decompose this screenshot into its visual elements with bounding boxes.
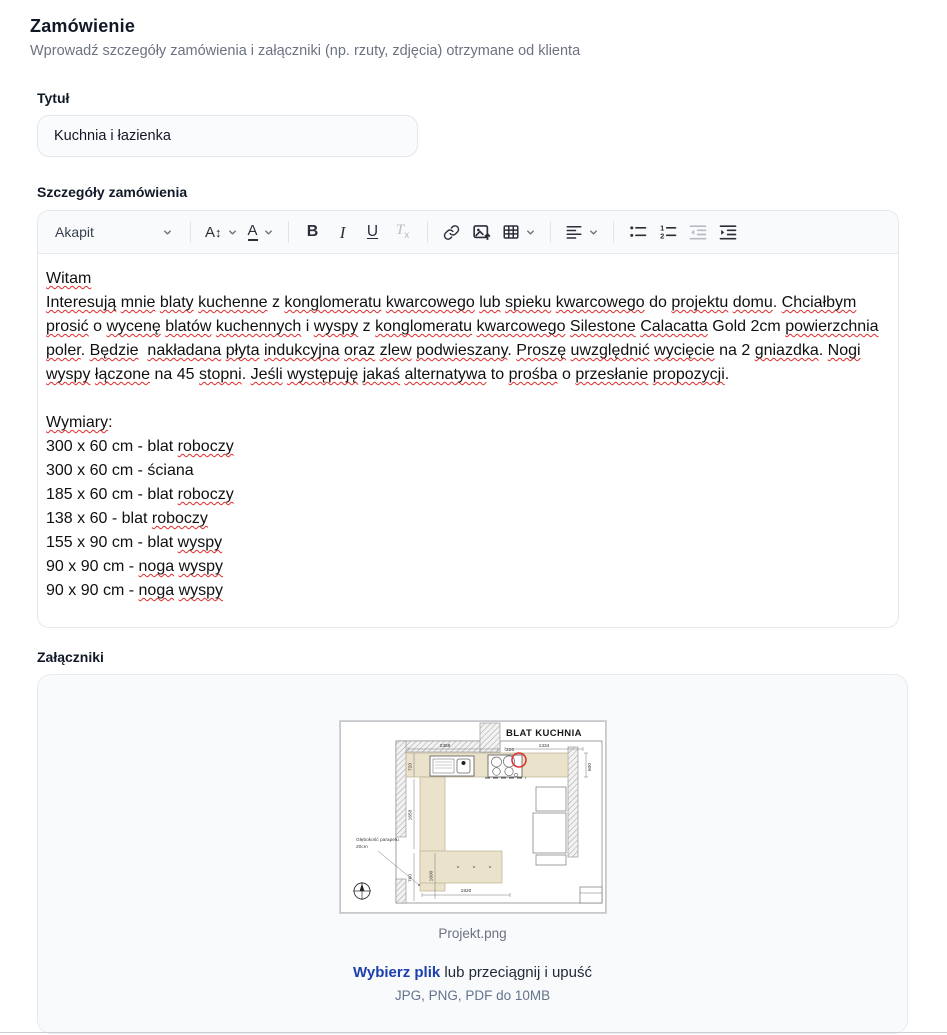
attachment-preview [339,720,607,914]
paragraph-style-value: Akapit [55,224,94,240]
editor-line [46,387,890,411]
toolbar-divider [190,221,191,243]
svg-text:1334: 1334 [538,744,549,749]
editor-line: poler. Będzie nakładana płyta indukcyjna oraz zlew podwieszany. Proszę uwzględnić wycięcie na 2 gniazdka. Nogi [46,342,861,359]
editor-line: 90 x 90 cm - noga wyspy [46,582,224,599]
underline-button[interactable] [359,217,387,247]
editor-line: 185 x 60 cm - blat roboczy [46,486,234,503]
svg-text:2359: 2359 [439,744,450,749]
ordered-list-button[interactable] [654,217,682,247]
paragraph-style-select[interactable] [48,217,180,247]
svg-text:1: 1 [659,223,664,233]
page-subtitle: Wprowadź szczegóły zamówienia i załączniki (np. rzuty, zdjęcia) otrzymane od klienta [30,43,581,59]
link-icon [443,224,460,241]
details-field-label: Szczegóły zamówienia [37,184,188,200]
editor-line: Witam [46,270,92,287]
svg-text:226: 226 [505,748,514,753]
clear-formatting-icon: $T_x$ [395,222,410,241]
outdent-button[interactable] [684,217,712,247]
rich-text-editor [37,210,899,628]
outdent-icon [688,222,708,242]
align-button[interactable] [561,217,603,247]
svg-text:760: 760 [408,873,413,883]
editor-line: 138 x 60 - blat roboczy [46,510,208,527]
bold-button[interactable] [299,217,327,247]
svg-text:20cm: 20cm [355,845,368,850]
text-color-button[interactable] [244,217,278,247]
link-button[interactable] [438,217,466,247]
editor-line: Interesują mnie blaty kuchenne z konglomeratu kwarcowego lub spieku kwarcowego do projektu domu. Chciałbym [46,294,857,311]
bullet-list-icon [628,222,648,242]
chevron-down-icon [227,227,238,238]
editor-line: 155 x 90 cm - blat wyspy [46,534,223,551]
insert-image-button[interactable] [468,217,496,247]
chevron-down-icon [588,227,599,238]
editor-line: 90 x 90 cm - noga wyspy [46,558,224,575]
svg-text:1920: 1920 [460,889,471,894]
svg-text:1600: 1600 [429,870,434,882]
editor-line: 300 x 60 cm - ściana [46,462,194,479]
sink [430,756,474,776]
editor-line: 300 x 60 cm - blat roboczy [46,438,234,455]
chevron-down-icon [263,227,274,238]
editor-line: Wymiary: [46,414,113,431]
attachments-label: Załączniki [37,649,104,665]
ordered-list-icon [658,222,678,242]
toolbar-divider [613,221,614,243]
italic-button[interactable] [329,217,357,247]
floor-plan-image [340,721,606,913]
chevron-down-icon [525,227,536,238]
page-title: Zamówienie [30,16,136,36]
drop-hint: lub przeciągnij i upuść [444,964,592,981]
toolbar-divider [427,221,428,243]
page-header [30,16,910,59]
svg-text:720: 720 [408,762,413,772]
bold-icon: B [306,223,319,240]
underline-icon: U [366,223,379,241]
upload-instruction [38,964,907,981]
title-field-label: Tytuł [37,90,70,106]
editor-line: wyspy łączone na 45 stopni. Jeśli występuję jakaś alternatywa to prośba o przesłanie propozycji. [46,366,730,383]
table-icon [502,223,520,241]
toolbar-divider [550,221,551,243]
svg-text:2: 2 [659,231,664,241]
italic-icon: I [339,222,346,242]
order-title-input[interactable] [37,115,418,157]
svg-text:1650: 1650 [408,809,413,821]
choose-file-button[interactable]: Wybierz plik [352,964,441,981]
attachment-file-name: Projekt.png [438,926,507,941]
chevron-down-icon [162,227,173,238]
svg-text:600: 600 [587,762,593,772]
font-size-button[interactable] [201,217,242,247]
toolbar-divider [288,221,289,243]
attachments-dropzone[interactable] [37,674,908,1034]
svg-text:BLAT KUCHNIA: BLAT KUCHNIA [505,728,582,739]
bullet-list-button[interactable] [624,217,652,247]
file-formats-hint: JPG, PNG, PDF do 10MB [394,988,551,1003]
editor-content[interactable] [38,254,898,627]
editor-toolbar [38,211,898,254]
bottom-divider [0,1032,947,1033]
editor-line: prosić o wycenę blatów kuchennych i wyspy z konglomeratu kwarcowego Silestone Calacatta Gold 2cm powierzchnia [46,318,879,335]
indent-icon [718,222,738,242]
insert-table-button[interactable] [498,217,540,247]
clear-formatting-button[interactable] [389,217,417,247]
image-upload-icon [472,223,492,242]
align-left-icon [565,223,583,241]
text-color-icon: A [247,222,258,239]
indent-button[interactable] [714,217,742,247]
svg-text:Głębokość parapetu: Głębokość parapetu [355,838,399,843]
font-size-icon: A↕ [205,223,222,241]
